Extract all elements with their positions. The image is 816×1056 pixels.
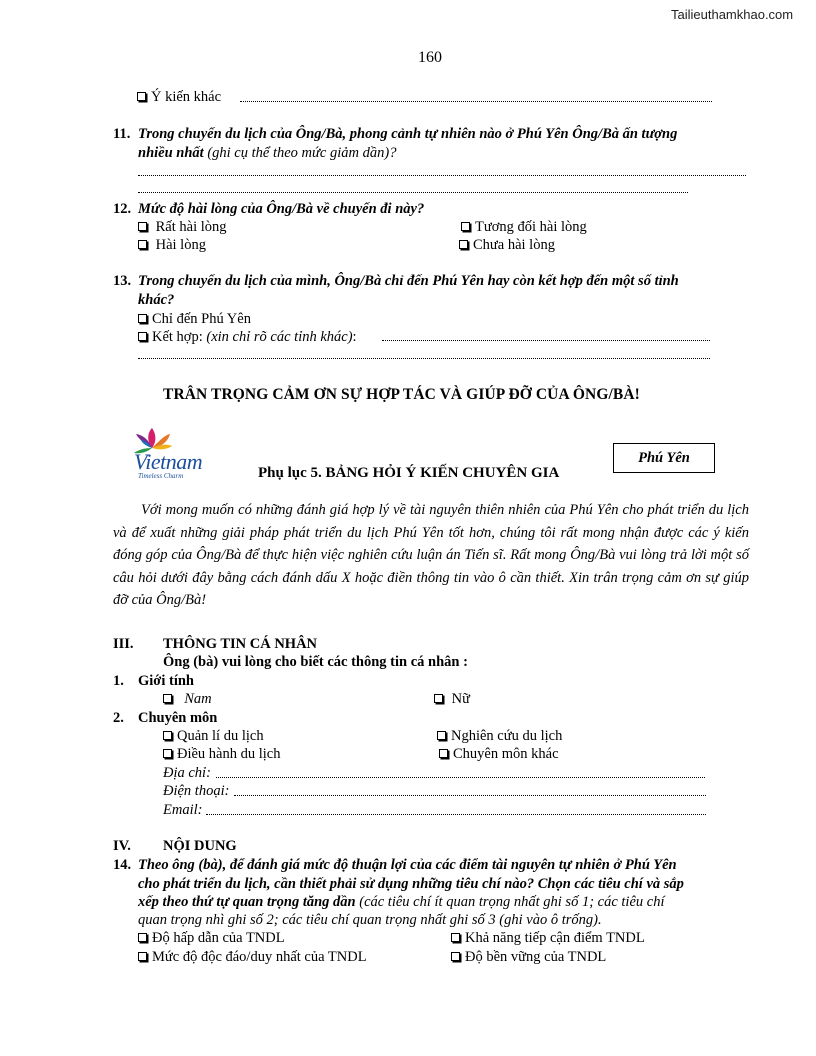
other-opinion-item (137, 89, 221, 106)
q11-text-2: nhiều nhất (ghi cụ thể theo mức giảm dần)? (138, 145, 397, 161)
gender-option-male[interactable]: Nam (163, 691, 212, 708)
checkbox-icon[interactable] (434, 694, 443, 703)
checkbox-icon[interactable] (163, 731, 172, 740)
specialty-option-operation[interactable]: Điều hành du lịch (163, 746, 281, 763)
combined-fill-line-2[interactable] (138, 358, 710, 359)
checkbox-icon[interactable] (137, 92, 146, 101)
intro-paragraph: Với mong muốn có những đánh giá hợp lý về tài nguyên thiên nhiên của Phú Yên cho phát triển du lịch và để xuất những giải pháp phát triển du lịch Phú Yên tốt hơn, chúng tôi rất mong nhận được các ý kiến đóng góp của Ông/Bà để thực hiện việc nghiên cứu luận án Tiến sĩ. Rất mong Ông/Bà vui lòng trả lời một số câu hỏi dưới đây bằng cách đánh dấu X hoặc điền thông tin vào ô cần thiết. Xin trân trọng cảm ơn sự giúp đỡ của Ông/Bà! (113, 502, 749, 608)
gender-number: 1. (113, 673, 124, 689)
q14-option-sustainability[interactable]: Độ bền vững của TNDL (451, 949, 606, 966)
gender-title: Giới tính (138, 673, 194, 689)
checkbox-icon[interactable] (437, 731, 446, 740)
q12-number: 12. (113, 201, 132, 217)
q14-number: 14. (113, 857, 132, 873)
checkbox-icon[interactable] (451, 952, 460, 961)
logo-word: Vietnam (134, 449, 203, 474)
specialty-title: Chuyên môn (138, 710, 218, 726)
q12-option-very-satisfied[interactable]: Rất hài lòng (138, 219, 227, 236)
watermark: Tailieuthamkhao.com (671, 7, 794, 22)
q13-number: 13. (113, 273, 132, 289)
section-3-title: THÔNG TIN CÁ NHÂN (163, 636, 318, 652)
checkbox-icon[interactable] (138, 314, 147, 323)
other-opinion-label: Ý kiến khác (151, 89, 222, 105)
region-box: Phú Yên (613, 443, 715, 473)
q11-text: Trong chuyến du lịch của Ông/Bà, phong cảnh tự nhiên nào ở Phú Yên Ông/Bà ấn tượng (138, 126, 678, 142)
appendix-title: Phụ lục 5. BẢNG HỎI Ý KIẾN CHUYÊN GIA (258, 465, 560, 481)
q13-text: Trong chuyến du lịch của mình, Ông/Bà chỉ đến Phú Yên hay còn kết hợp đến một số tỉnh (138, 273, 679, 289)
section-4-title: NỘI DUNG (163, 838, 237, 854)
q14-line-2: cho phát triển du lịch, cần thiết phải sử dụng những tiêu chí nào? Chọn các tiêu chí và sắp (138, 876, 684, 892)
specialty-number: 2. (113, 710, 124, 726)
logo-tagline: Timeless Charm (138, 472, 184, 480)
q14-option-attractiveness[interactable]: Độ hấp dẫn của TNDL (138, 930, 285, 947)
phone-label: Điện thoại: (163, 783, 230, 799)
email-label: Email: (163, 802, 203, 818)
q14-option-uniqueness[interactable]: Mức độ độc đáo/duy nhất của TNDL (138, 949, 367, 966)
q12-text: Mức độ hài lòng của Ông/Bà về chuyến đi này? (138, 201, 425, 217)
checkbox-icon[interactable] (138, 952, 147, 961)
checkbox-icon[interactable] (138, 222, 147, 231)
q14-line-3: xếp theo thứ tự quan trọng tăng dần (các tiêu chí ít quan trọng nhất ghi số 1; các tiêu chí (138, 894, 665, 910)
q14-line-1: Theo ông (bà), để đánh giá mức độ thuận lợi của các điểm tài nguyên tự nhiên ở Phú Yên (138, 857, 677, 873)
specialty-option-research[interactable]: Nghiên cứu du lịch (437, 728, 562, 745)
checkbox-icon[interactable] (138, 240, 147, 249)
address-field[interactable] (216, 777, 705, 778)
phone-field[interactable] (234, 795, 706, 796)
combined-fill-line[interactable] (382, 340, 710, 341)
checkbox-icon[interactable] (459, 240, 468, 249)
q12-option-unsatisfied[interactable]: Chưa hài lòng (459, 237, 555, 254)
thanks-heading: TRÂN TRỌNG CẢM ƠN SỰ HỢP TÁC VÀ GIÚP ĐỠ CỦA ÔNG/BÀ! (163, 386, 640, 403)
q12-option-satisfied[interactable]: Hài lòng (138, 237, 206, 254)
q13-text-2: khác? (138, 292, 175, 308)
q12-option-fairly-satisfied[interactable]: Tương đối hài lòng (461, 219, 587, 236)
dotted-fill-line (240, 101, 712, 102)
checkbox-icon[interactable] (451, 933, 460, 942)
section-3-number: III. (113, 636, 134, 652)
checkbox-icon[interactable] (461, 222, 470, 231)
answer-line-1[interactable] (138, 175, 746, 176)
vietnam-logo (116, 426, 211, 482)
checkbox-icon[interactable] (439, 749, 448, 758)
gender-option-female[interactable]: Nữ (434, 691, 470, 708)
checkbox-icon[interactable] (163, 694, 172, 703)
page-number: 160 (418, 49, 442, 66)
checkbox-icon[interactable] (138, 332, 147, 341)
specialty-option-management[interactable]: Quản lí du lịch (163, 728, 264, 745)
section-3-subtitle: Ông (bà) vui lòng cho biết các thông tin cá nhân : (163, 654, 468, 670)
answer-line-2[interactable] (138, 192, 688, 193)
specialty-option-other[interactable]: Chuyên môn khác (439, 746, 559, 763)
q14-line-4: quan trọng nhì ghi số 2; các tiêu chí quan trọng nhất ghi số 3 (ghi vào ô trống). (138, 912, 602, 928)
q14-option-accessibility[interactable]: Khả năng tiếp cận điểm TNDL (451, 930, 645, 947)
checkbox-icon[interactable] (138, 933, 147, 942)
checkbox-icon[interactable] (163, 749, 172, 758)
email-field[interactable] (206, 814, 706, 815)
address-label: Địa chỉ: (163, 765, 211, 781)
section-4-number: IV. (113, 838, 131, 854)
q11-number: 11. (113, 126, 131, 142)
q13-option-combined[interactable]: Kết hợp: (xin chỉ rõ các tỉnh khác): (138, 329, 357, 346)
q13-option-only-phu-yen[interactable]: Chỉ đến Phú Yên (138, 311, 251, 328)
